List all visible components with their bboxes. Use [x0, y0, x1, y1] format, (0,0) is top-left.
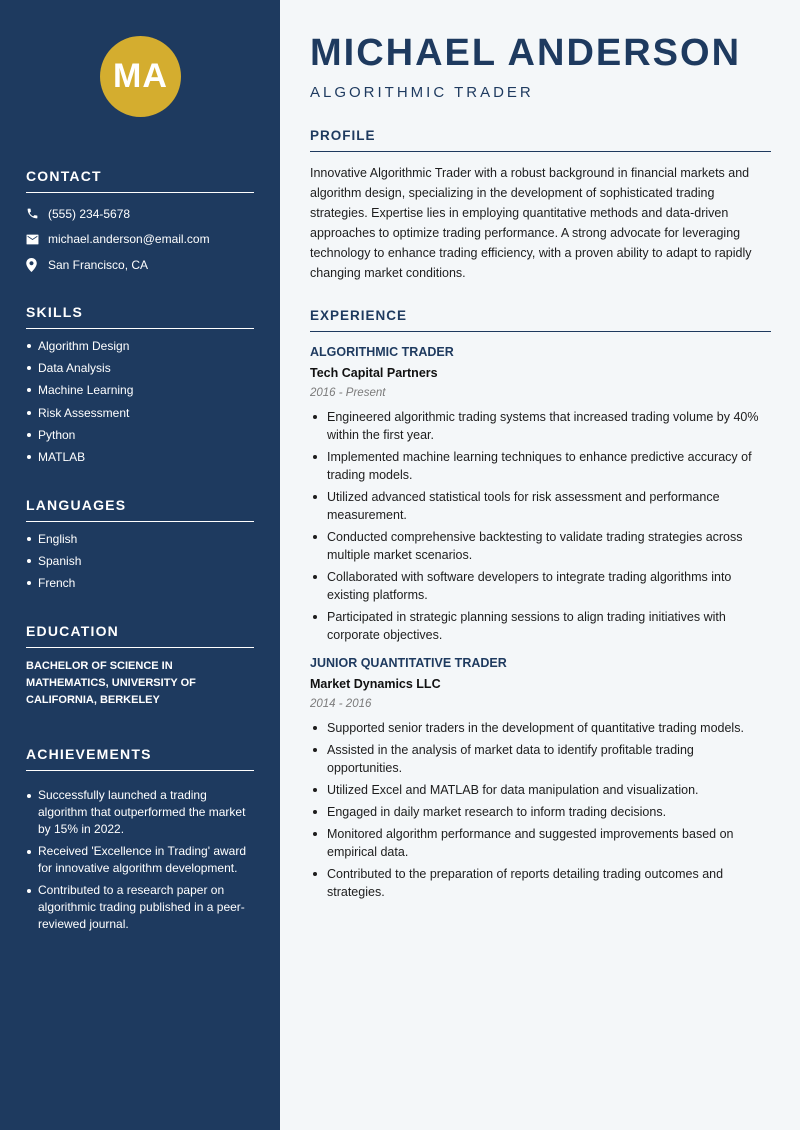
phone-text: (555) 234-5678	[48, 206, 131, 221]
email-icon	[26, 234, 48, 245]
skill-item: Data Analysis	[26, 360, 254, 382]
achievements-section	[26, 746, 254, 938]
job-entry	[310, 656, 771, 901]
profile-section	[310, 128, 771, 283]
job-bullet: Supported senior traders in the development of quantitative trading models.	[310, 719, 771, 737]
experience-heading: EXPERIENCE	[310, 308, 771, 332]
job-bullet: Monitored algorithm performance and suggested improvements based on empirical data.	[310, 825, 771, 861]
job-bullet: Collaborated with software developers to integrate trading algorithms into existing platforms.	[310, 568, 771, 604]
achievement-item: Received 'Excellence in Trading' award for innovative algorithm development.	[26, 843, 254, 877]
candidate-role: ALGORITHMIC TRADER	[310, 84, 534, 101]
job-bullet: Assisted in the analysis of market data to identify profitable trading opportunities.	[310, 741, 771, 777]
language-item: English	[26, 531, 254, 553]
profile-heading: PROFILE	[310, 128, 771, 152]
job-bullet: Participated in strategic planning sessions to align trading initiatives with corporate objectives.	[310, 608, 771, 644]
job-title: JUNIOR QUANTITATIVE TRADER	[310, 656, 507, 670]
contact-phone	[26, 201, 254, 227]
language-item: Spanish	[26, 553, 254, 575]
profile-text: Innovative Algorithmic Trader with a robust background in financial markets and algorithm design, specializing in the development of sophisticated trading strategies. Expertise lies in employing quantitative methods and data-driven approaches to optimize trading performance. A strong advocate for leveraging technology to enhance trading efficiency, with a proven ability to adapt to rapidly changing market conditions.	[310, 166, 752, 280]
job-dates: 2016 - Present	[310, 387, 386, 399]
location-pin-icon	[26, 258, 48, 272]
languages-section	[26, 497, 254, 598]
contact-location	[26, 252, 254, 278]
skill-item: Python	[26, 427, 254, 449]
language-item: French	[26, 575, 254, 597]
job-bullet: Utilized advanced statistical tools for risk assessment and performance measurement.	[310, 488, 771, 524]
job-bullet: Conducted comprehensive backtesting to validate trading strategies across multiple market scenarios.	[310, 528, 771, 564]
job-entry	[310, 345, 771, 644]
contact-section	[26, 168, 254, 278]
experience-section	[310, 308, 771, 905]
education-heading: EDUCATION	[26, 623, 254, 648]
candidate-name: MICHAEL ANDERSON	[310, 32, 742, 74]
job-title: ALGORITHMIC TRADER	[310, 345, 454, 359]
education-section	[26, 623, 254, 709]
job-company: Tech Capital Partners	[310, 366, 438, 380]
contact-heading: CONTACT	[26, 168, 254, 193]
skill-item: Risk Assessment	[26, 405, 254, 427]
education-degree: BACHELOR OF SCIENCE IN MATHEMATICS, UNIVERSITY OF CALIFORNIA, BERKELEY	[26, 660, 196, 706]
job-bullet: Engaged in daily market research to inform trading decisions.	[310, 803, 771, 821]
skills-heading: SKILLS	[26, 304, 254, 329]
email-text: michael.anderson@email.com	[48, 232, 210, 247]
contact-email	[26, 227, 254, 253]
job-bullet: Contributed to the preparation of reports detailing trading outcomes and strategies.	[310, 865, 771, 901]
achievement-item: Successfully launched a trading algorithm that outperformed the market by 15% in 2022.	[26, 787, 254, 838]
skill-item: Machine Learning	[26, 382, 254, 404]
skill-item: Algorithm Design	[26, 338, 254, 360]
sidebar	[0, 0, 280, 1130]
location-text: San Francisco, CA	[48, 257, 149, 272]
phone-icon	[26, 207, 48, 220]
languages-heading: LANGUAGES	[26, 497, 254, 522]
achievements-heading: ACHIEVEMENTS	[26, 746, 254, 771]
avatar: MA	[100, 36, 181, 117]
skill-item: MATLAB	[26, 449, 254, 471]
job-company: Market Dynamics LLC	[310, 677, 441, 691]
job-bullet: Utilized Excel and MATLAB for data manipulation and visualization.	[310, 781, 771, 799]
job-dates: 2014 - 2016	[310, 698, 372, 710]
job-bullet: Implemented machine learning techniques to enhance predictive accuracy of trading models.	[310, 448, 771, 484]
achievement-item: Contributed to a research paper on algorithmic trading published in a peer-reviewed journal.	[26, 882, 254, 933]
skills-section	[26, 304, 254, 471]
job-bullet: Engineered algorithmic trading systems that increased trading volume by 40% within the first year.	[310, 408, 771, 444]
